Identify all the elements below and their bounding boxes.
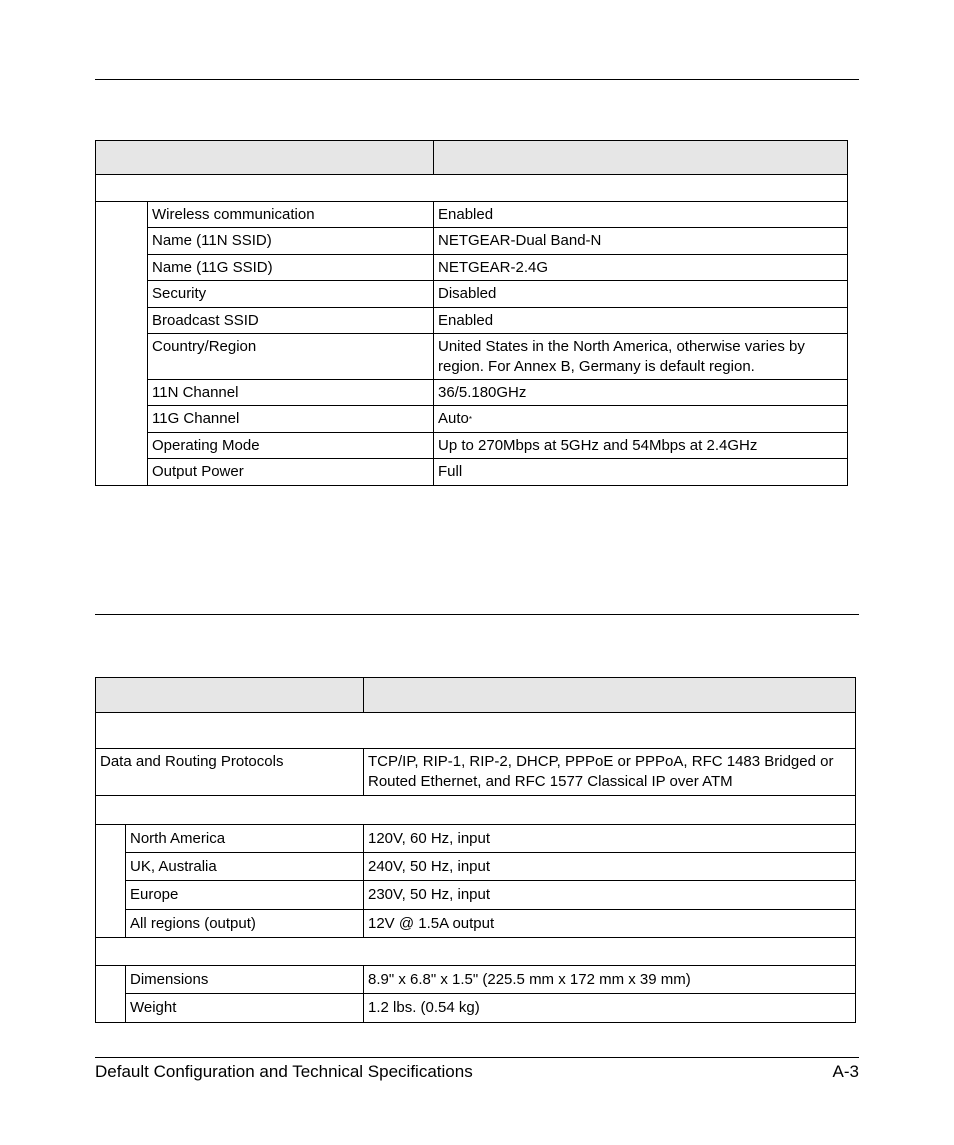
spec-label: North America (126, 825, 364, 853)
setting-value: United States in the North America, otherwise varies by region. For Annex B, Germany is default region. (434, 334, 848, 380)
indent-cell (96, 202, 148, 486)
table-row (96, 749, 856, 796)
section-row (96, 175, 848, 202)
table-header-row (96, 678, 856, 713)
footer-title: Default Configuration and Technical Specifications (95, 1062, 473, 1081)
spec-label: UK, Australia (126, 853, 364, 881)
section-cell (96, 713, 856, 749)
table-row (96, 994, 856, 1023)
setting-label: 11N Channel (148, 380, 434, 406)
setting-value: Up to 270Mbps at 5GHz and 54Mbps at 2.4GHz (434, 433, 848, 459)
spec-label: Data and Routing Protocols (96, 749, 364, 796)
page-number: A-3 (832, 1062, 859, 1081)
footer-rule (95, 1057, 859, 1058)
setting-label: Operating Mode (148, 433, 434, 459)
setting-label: Country/Region (148, 334, 434, 380)
spec-label: All regions (output) (126, 910, 364, 938)
section-rule (95, 614, 859, 615)
setting-label: Security (148, 281, 434, 308)
section-cell (96, 175, 848, 202)
setting-label: Broadcast SSID (148, 308, 434, 334)
spec-value: 8.9" x 6.8" x 1.5" (225.5 mm x 172 mm x 39 mm) (364, 966, 856, 994)
section-row (96, 713, 856, 749)
spec-label: Dimensions (126, 966, 364, 994)
spec-value: 12V @ 1.5A output (364, 910, 856, 938)
setting-label: Name (11G SSID) (148, 255, 434, 281)
spec-label: Weight (126, 994, 364, 1023)
table-row (96, 459, 848, 486)
table-row (96, 910, 856, 938)
setting-value: Enabled (434, 202, 848, 228)
table-row (96, 202, 848, 228)
setting-label: Output Power (148, 459, 434, 486)
table-row (96, 853, 856, 881)
section-row (96, 796, 856, 825)
table-row (96, 966, 856, 994)
section-cell (96, 938, 856, 966)
setting-value: Enabled (434, 308, 848, 334)
table-row (96, 334, 848, 380)
section-row (96, 938, 856, 966)
table-row (96, 255, 848, 281)
spec-value: 1.2 lbs. (0.54 kg) (364, 994, 856, 1023)
setting-value: 36/5.180GHz (434, 380, 848, 406)
header-cell (434, 141, 848, 175)
table-row (96, 825, 856, 853)
spec-value: 240V, 50 Hz, input (364, 853, 856, 881)
setting-value: Disabled (434, 281, 848, 308)
indent-cell (96, 966, 126, 1023)
setting-label: Name (11N SSID) (148, 228, 434, 255)
table-row (96, 406, 848, 433)
table-row (96, 433, 848, 459)
setting-label: Wireless communication (148, 202, 434, 228)
header-cell (364, 678, 856, 713)
spec-value: 230V, 50 Hz, input (364, 881, 856, 910)
setting-value: Full (434, 459, 848, 486)
tech-specs-table (95, 677, 856, 1023)
spec-value: 120V, 60 Hz, input (364, 825, 856, 853)
spec-value: TCP/IP, RIP-1, RIP-2, DHCP, PPPoE or PPPoA, RFC 1483 Bridged or Routed Ethernet, and RFC 1577 Classical IP over ATM (364, 749, 856, 796)
top-rule (95, 79, 859, 80)
setting-value: NETGEAR-2.4G (434, 255, 848, 281)
indent-cell (96, 825, 126, 938)
setting-value: NETGEAR-Dual Band-N (434, 228, 848, 255)
table-row (96, 281, 848, 308)
setting-label: 11G Channel (148, 406, 434, 433)
setting-value-text: Auto (438, 410, 469, 427)
setting-value (434, 406, 848, 433)
table-row (96, 228, 848, 255)
table-row (96, 308, 848, 334)
table-header-row (96, 141, 848, 175)
spec-label: Europe (126, 881, 364, 910)
header-cell (96, 141, 434, 175)
footnote-marker: * (468, 415, 472, 424)
wireless-settings-table (95, 140, 848, 486)
section-cell (96, 796, 856, 825)
header-cell (96, 678, 364, 713)
table-row (96, 380, 848, 406)
table-row (96, 881, 856, 910)
